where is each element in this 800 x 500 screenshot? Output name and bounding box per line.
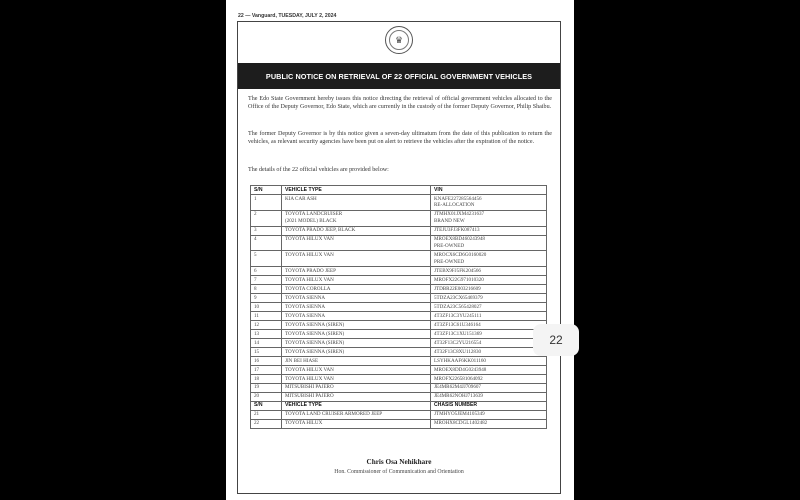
cell-sn-text: 5 [254,251,257,258]
cell-sn [251,285,282,294]
cell-vin [431,321,547,330]
table-row [251,374,547,383]
cell-vin [431,285,547,294]
header-sn: S/N [251,186,282,195]
cell-vin [431,312,547,321]
cell-sn-text: 17 [254,366,260,373]
table-row [251,419,547,428]
cell-vin [431,329,547,338]
cell-vin [431,267,547,276]
cell-vin-text: LSYHKAAF6KK011160 [434,357,486,364]
cell-sn-text: 12 [254,321,260,328]
cell-sn-text: 16 [254,357,260,364]
cell-chasis-number-text: JTMHYO5JEM4105349 [434,411,485,418]
cell-vin [431,294,547,303]
cell-vehicle-type-text: KIA CAR ASH [285,195,317,202]
cell-vehicle-type [282,312,431,321]
cell-sn-text: 15 [254,348,260,355]
cell-vin-text: 4T3ZF13C3YU245111 [434,312,482,319]
cell-vin-text: 5TDZA23C565428027 [434,303,482,310]
cell-sn [251,194,282,210]
cell-sn-text: 21 [254,411,260,418]
cell-vin-text: 5TDZA23CX65469379 [434,294,483,301]
table-row [251,383,547,392]
signatory-title: Hon. Commissioner of Communication and Orientation [334,469,464,475]
table-header-row-2 [251,401,547,410]
cell-vehicle-type-text: TOYOTA SIENNA [285,312,326,319]
cell-sn [251,365,282,374]
cell-vin-text: JE4MR62NOHJ713639 [434,393,483,400]
signatory-name: Chris Osa Nehikhare [366,458,432,466]
cell-vin [431,210,547,226]
cell-vehicle-type-text: TOYOTA HILUX VAN [285,236,334,243]
cell-vin-text: 4T3ZF13C1XU151369 [434,330,482,337]
cell-vehicle-type [282,303,431,312]
cell-sn-text: 18 [254,375,260,382]
cell-sn-text: 20 [254,393,260,400]
cell-vehicle-type-text: TOYOTA SIENNA [285,294,326,301]
table-row [251,312,547,321]
cell-vehicle-type [282,374,431,383]
notice-title: PUBLIC NOTICE ON RETRIEVAL OF 22 OFFICIAL GOVERNMENT VEHICLES [238,63,560,89]
cell-vehicle-type-text: TOYOTA PRADO JEEP, BLACK [285,227,356,234]
coat-of-arms-seal-icon [385,26,413,54]
cell-vehicle-type-text: MITSUBISHI PAJERO [285,384,334,391]
cell-vehicle-type [282,267,431,276]
cell-sn-text: 4 [254,236,257,243]
cell-vehicle-type-text: TOYOTA LANDCRUISER [285,211,343,218]
cell-vehicle-type [282,294,431,303]
cell-vehicle-type-text: TOYOTA SIENNA (SIREN) [285,321,345,328]
cell-vin [431,235,547,251]
table-row [251,226,547,235]
cell-vehicle-type [282,226,431,235]
cell-sn [251,419,282,428]
cell-sn [251,321,282,330]
cell-vehicle-type [282,410,431,419]
cell-vin [431,338,547,347]
cell-vehicle-type-text: TOYOTA HILUX [285,420,323,427]
cell-sn-text: 7 [254,276,257,283]
cell-vin-note: PRE-OWNED [434,258,464,265]
cell-vehicle-type-text: TOYOTA HILUX VAN [285,366,334,373]
header-sn: S/N [251,401,282,410]
header-vehicle-type: VEHICLE TYPE [282,401,431,410]
table-header-row [251,186,547,195]
seal-emblem-icon: ♛ [389,30,409,50]
cell-vin-text: JTEBX9FJ5FK204566 [434,267,481,274]
cell-vehicle-type-text: TOYOTA SIENNA (SIREN) [285,330,345,337]
cell-vehicle-type [282,365,431,374]
cell-sn-text: 22 [254,420,260,427]
cell-vin [431,226,547,235]
cell-chasis-number [431,419,547,428]
notice-paragraph-2: The former Deputy Governor is by this notice given a seven-day ultimatum from the date of this publication to return the vehicles, as relevant security agencies have been put on alert to retrieve the vehicles after the expiration of the notice. [248,131,552,146]
cell-vin-text: MROEX8BD460243948 [434,236,485,243]
cell-vehicle-type [282,356,431,365]
cell-vin-text: 4T32F13C8XU112830 [434,348,482,355]
cell-sn-text: 13 [254,330,260,337]
cell-vin-text: JE4MR62M4JJ709607 [434,384,481,391]
dateline: 22 — Vanguard, TUESDAY, JULY 2, 2024 [238,13,337,19]
cell-vehicle-type-text: TOYOTA PRADO JEEP [285,267,337,274]
cell-vin-text: MROFX22G971010320 [434,276,484,283]
table-row [251,329,547,338]
cell-vehicle-type-text: TOYOTA HILUX VAN [285,276,334,283]
cell-vin-note: RE-ALLOCATION [434,202,475,209]
cell-sn-text: 10 [254,303,260,310]
cell-sn [251,251,282,267]
cell-sn [251,410,282,419]
cell-sn-text: 19 [254,384,260,391]
cell-sn [251,276,282,285]
cell-sn-text: 9 [254,294,257,301]
cell-sn [251,374,282,383]
cell-vin-text: MROEX8DD4G0243948 [434,366,487,373]
notice-paragraph-1: The Edo State Government hereby issues this notice directing the retrieval of official government vehicles allocated to the Office of the Deputy Governor, Edo State, which are currently in the custody of the former Deputy Governor, Philip Shaibu. [248,96,552,111]
cell-vin [431,194,547,210]
cell-vehicle-type-text: TOYOTA LAND CRUISER ARMORED JEEP [285,411,383,418]
cell-vehicle-type-text: TOYOTA SIENNA [285,303,326,310]
cell-vehicle-type [282,194,431,210]
cell-sn [251,303,282,312]
table-row [251,303,547,312]
table-row [251,410,547,419]
cell-sn [251,267,282,276]
cell-sn [251,383,282,392]
cell-vehicle-type [282,210,431,226]
table-row [251,392,547,401]
cell-vehicle-type [282,285,431,294]
table-row [251,235,547,251]
cell-sn-text: 11 [254,312,259,319]
cell-sn [251,356,282,365]
public-notice-box [237,21,561,494]
table-row [251,194,547,210]
cell-vehicle-type-text: TOYOTA SIENNA (SIREN) [285,348,345,355]
cell-vehicle-type [282,235,431,251]
cell-chasis-number-text: MROHX8CDGL1402482 [434,420,488,427]
cell-sn-text: 8 [254,285,257,292]
cell-vehicle-type [282,419,431,428]
table-row [251,356,547,365]
table-row [251,251,547,267]
cell-vehicle-type-text: TOYOTA HILUX VAN [285,375,334,382]
header-vehicle-type: VEHICLE TYPE [282,186,431,195]
cell-vehicle-type-text: JIN BEI HIASE [285,357,319,364]
cell-vehicle-type [282,276,431,285]
header-chasis-number: CHASIS NUMBER [431,401,547,410]
cell-vin-text: 4T32F13C2YU216554 [434,339,482,346]
cell-vin [431,356,547,365]
notice-paragraph-3: The details of the 22 official vehicles are provided below: [248,167,389,173]
cell-sn [251,312,282,321]
cell-sn [251,294,282,303]
table-row [251,276,547,285]
table-row [251,285,547,294]
table-row [251,294,547,303]
cell-vin-text: MROFX226581064092 [434,375,483,382]
table-row [251,210,547,226]
cell-sn-text: 6 [254,267,257,274]
table-row [251,321,547,330]
cell-vehicle-type [282,347,431,356]
vehicles-table [250,185,547,429]
cell-vin-note: PRE-OWNED [434,242,464,249]
cell-vin-note: BRAND NEW [434,218,465,225]
cell-vin-text: JTMHX01JXM4231637 [434,211,485,218]
cell-vin [431,276,547,285]
cell-vin [431,374,547,383]
cell-vehicle-type [282,392,431,401]
table-row [251,365,547,374]
cell-sn [251,338,282,347]
cell-sn [251,226,282,235]
cell-sn-text: 3 [254,227,257,234]
cell-vehicle-type-text: TOYOTA COROLLA [285,285,331,292]
cell-vehicle-type-text: TOYOTA SIENNA (SIREN) [285,339,345,346]
cell-chasis-number [431,410,547,419]
cell-vin-text: 4T3ZF13C61U346164 [434,321,481,328]
cell-sn [251,329,282,338]
cell-vehicle-type [282,338,431,347]
cell-vin-text: JTEJU3FJ3FK087413 [434,227,480,234]
cell-sn-text: 14 [254,339,260,346]
cell-sn [251,210,282,226]
cell-vin [431,251,547,267]
newspaper-page [226,0,574,500]
cell-sn [251,392,282,401]
header-vin: VIN [431,186,547,195]
table-row [251,267,547,276]
cell-sn-text: 1 [254,195,257,202]
cell-vin [431,303,547,312]
cell-sn [251,347,282,356]
cell-vehicle-type-text: TOYOTA HILUX VAN [285,251,334,258]
cell-vin-text: JTDBR22E003216609 [434,285,481,292]
cell-vin [431,392,547,401]
cell-vehicle-type [282,329,431,338]
page-number-badge: 22 [533,324,579,356]
cell-vehicle-type [282,321,431,330]
cell-sn-text: 2 [254,211,257,218]
cell-vin [431,365,547,374]
cell-vehicle-type-text: MITSUBISHI PAJERO [285,393,334,400]
cell-vin [431,383,547,392]
cell-vin-text: MROCX6CD6G0160020 [434,251,487,258]
cell-vehicle-type [282,383,431,392]
table-row [251,338,547,347]
cell-vin [431,347,547,356]
cell-vehicle-type [282,251,431,267]
cell-vin-text: KNAFE227285564456 [434,195,482,202]
cell-sn [251,235,282,251]
cell-vehicle-type-note: (2021 MODEL) BLACK [285,218,337,225]
table-row [251,347,547,356]
